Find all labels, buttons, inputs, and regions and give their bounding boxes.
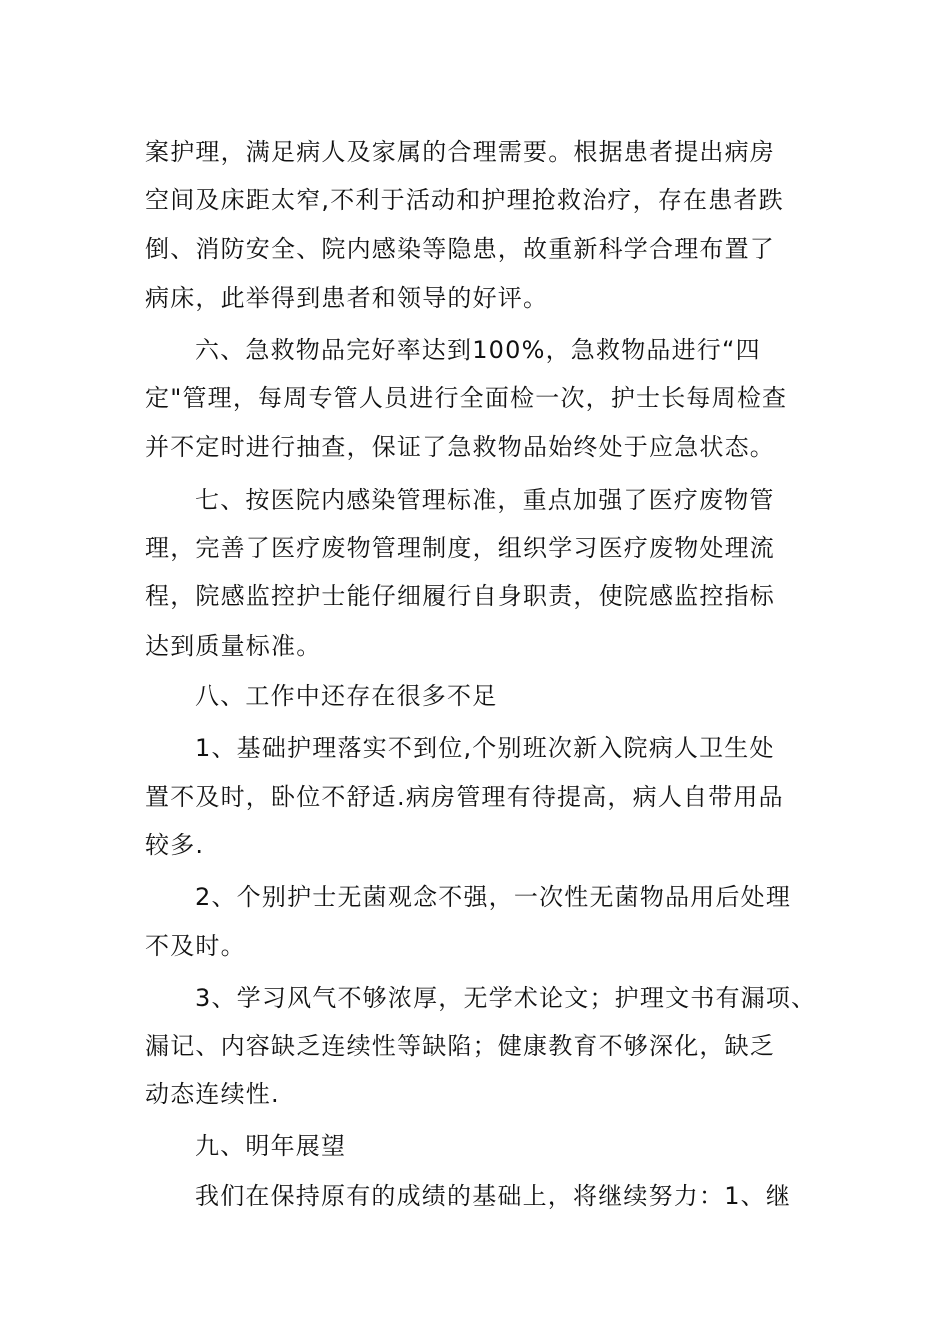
text-line: 置不及时，卧位不舒适.病房管理有待提高，病人自带用品 — [145, 783, 784, 811]
text-line: 动态连续性. — [145, 1080, 280, 1108]
text-line: 漏记、内容缺乏连续性等缺陷；健康教育不够深化，缺乏 — [145, 1032, 775, 1060]
text-line: 病床，此举得到患者和领导的好评。 — [145, 284, 549, 312]
text-line: 倒、消防安全、院内感染等隐患，故重新科学合理布置了 — [145, 235, 775, 263]
text-line: 我们在保持原有的成绩的基础上，将继续努力：1、继 — [195, 1182, 792, 1210]
text-line: 空间及床距太窄,不利于活动和护理抢救治疗，存在患者跌 — [145, 186, 784, 214]
list-item-1-line: 1、基础护理落实不到位,个别班次新入院病人卫生处 — [195, 734, 775, 762]
section-seven-heading-line: 七、按医院内感染管理标准，重点加强了医疗废物管 — [195, 486, 775, 514]
section-nine-heading: 九、明年展望 — [195, 1132, 347, 1160]
list-item-2-line: 2、个别护士无菌观念不强，一次性无菌物品用后处理 — [195, 883, 792, 911]
text-line: 案护理，满足病人及家属的合理需要。根据患者提出病房 — [145, 138, 775, 166]
text-line: 理，完善了医疗废物管理制度，组织学习医疗废物处理流 — [145, 534, 775, 562]
text-line: 定"管理，每周专管人员进行全面检一次，护士长每周检查 — [145, 384, 788, 412]
text-line: 并不定时进行抽查，保证了急救物品始终处于应急状态。 — [145, 433, 775, 461]
list-item-3-line: 3、学习风气不够浓厚，无学术论文；护理文书有漏项、 — [195, 984, 817, 1012]
text-line: 不及时。 — [145, 932, 246, 960]
section-eight-heading: 八、工作中还存在很多不足 — [195, 682, 498, 710]
section-six-heading-line: 六、急救物品完好率达到100%，急救物品进行“四 — [195, 336, 761, 364]
text-line: 程，院感监控护士能仔细履行自身职责，使院感监控指标 — [145, 582, 775, 610]
text-line: 达到质量标准。 — [145, 632, 322, 660]
text-line: 较多. — [145, 831, 205, 859]
